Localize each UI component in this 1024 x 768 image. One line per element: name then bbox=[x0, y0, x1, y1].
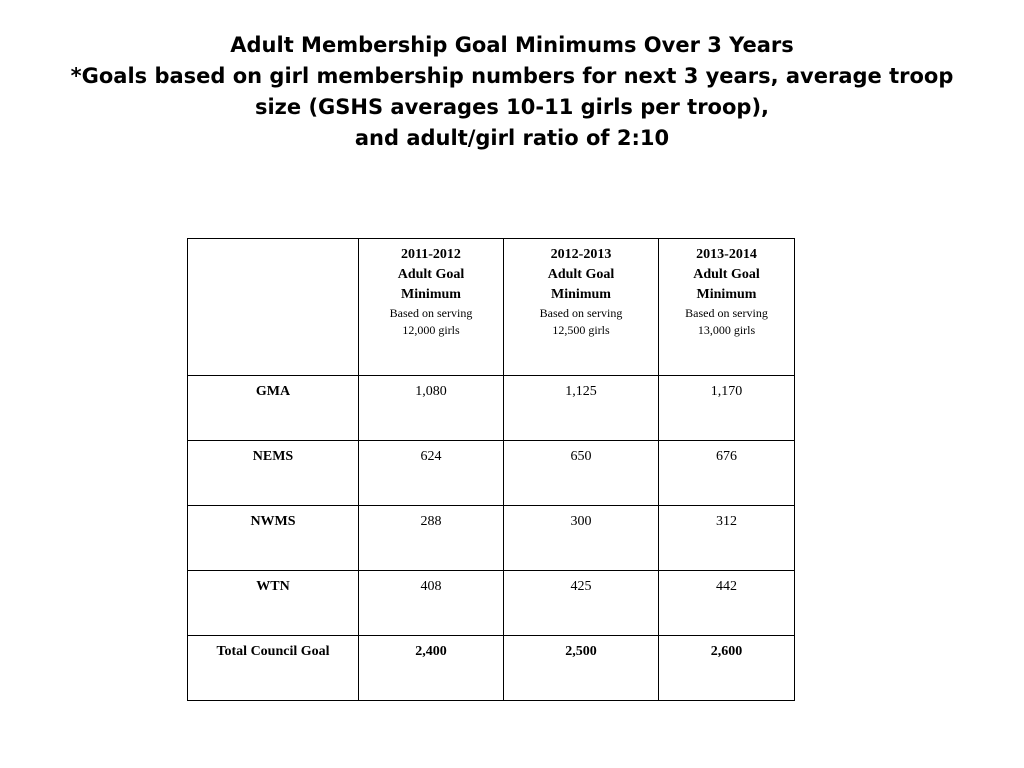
header-minimum: Minimum bbox=[551, 287, 611, 302]
table-cell: 442 bbox=[659, 571, 795, 636]
row-label: NEMS bbox=[188, 441, 359, 506]
header-year: 2011-2012 bbox=[401, 247, 461, 262]
title-line: Adult Membership Goal Minimums Over 3 Years bbox=[230, 33, 794, 57]
table-cell: 1,170 bbox=[659, 376, 795, 441]
table-cell: 312 bbox=[659, 506, 795, 571]
table-cell: 624 bbox=[359, 441, 504, 506]
header-cell-2012-2013 bbox=[504, 239, 659, 376]
header-label: Adult Goal bbox=[397, 267, 465, 282]
header-year: 2013-2014 bbox=[696, 247, 757, 262]
header-note: Based on serving bbox=[539, 306, 623, 320]
title-line: *Goals based on girl membership numbers for next 3 years, average troop bbox=[70, 64, 954, 88]
row-label: NWMS bbox=[188, 506, 359, 571]
table-cell: 425 bbox=[504, 571, 659, 636]
table-header-row bbox=[188, 239, 795, 376]
table-row bbox=[188, 376, 795, 441]
table-cell: 676 bbox=[659, 441, 795, 506]
total-cell: 2,600 bbox=[659, 636, 795, 701]
title-line: and adult/girl ratio of 2:10 bbox=[354, 126, 670, 150]
table-cell: 1,125 bbox=[504, 376, 659, 441]
header-note: 12,000 girls bbox=[402, 323, 460, 337]
total-cell: 2,400 bbox=[359, 636, 504, 701]
total-row bbox=[188, 636, 795, 701]
total-cell: 2,500 bbox=[504, 636, 659, 701]
header-year: 2012-2013 bbox=[550, 247, 612, 262]
header-minimum: Minimum bbox=[696, 287, 757, 302]
header-note: Based on serving bbox=[685, 306, 768, 320]
row-label: GMA bbox=[188, 376, 359, 441]
table-row bbox=[188, 441, 795, 506]
goals-table bbox=[187, 238, 795, 701]
header-cell-2013-2014 bbox=[659, 239, 795, 376]
slide-title bbox=[0, 30, 1024, 154]
header-note: 13,000 girls bbox=[697, 323, 756, 337]
header-label: Adult Goal bbox=[547, 267, 615, 282]
table-row bbox=[188, 506, 795, 571]
header-cell-2011-2012 bbox=[359, 239, 504, 376]
table-cell: 1,080 bbox=[359, 376, 504, 441]
header-note: 12,500 girls bbox=[552, 323, 610, 337]
table-cell: 650 bbox=[504, 441, 659, 506]
table-cell: 288 bbox=[359, 506, 504, 571]
total-row-label: Total Council Goal bbox=[188, 636, 359, 701]
row-label: WTN bbox=[188, 571, 359, 636]
table-row bbox=[188, 571, 795, 636]
header-empty-cell bbox=[188, 239, 359, 376]
header-note: Based on serving bbox=[389, 306, 473, 320]
table-cell: 408 bbox=[359, 571, 504, 636]
table-cell: 300 bbox=[504, 506, 659, 571]
title-line: size (GSHS averages 10-11 girls per troop), bbox=[254, 95, 770, 119]
header-minimum: Minimum bbox=[401, 287, 461, 302]
header-label: Adult Goal bbox=[693, 267, 760, 282]
